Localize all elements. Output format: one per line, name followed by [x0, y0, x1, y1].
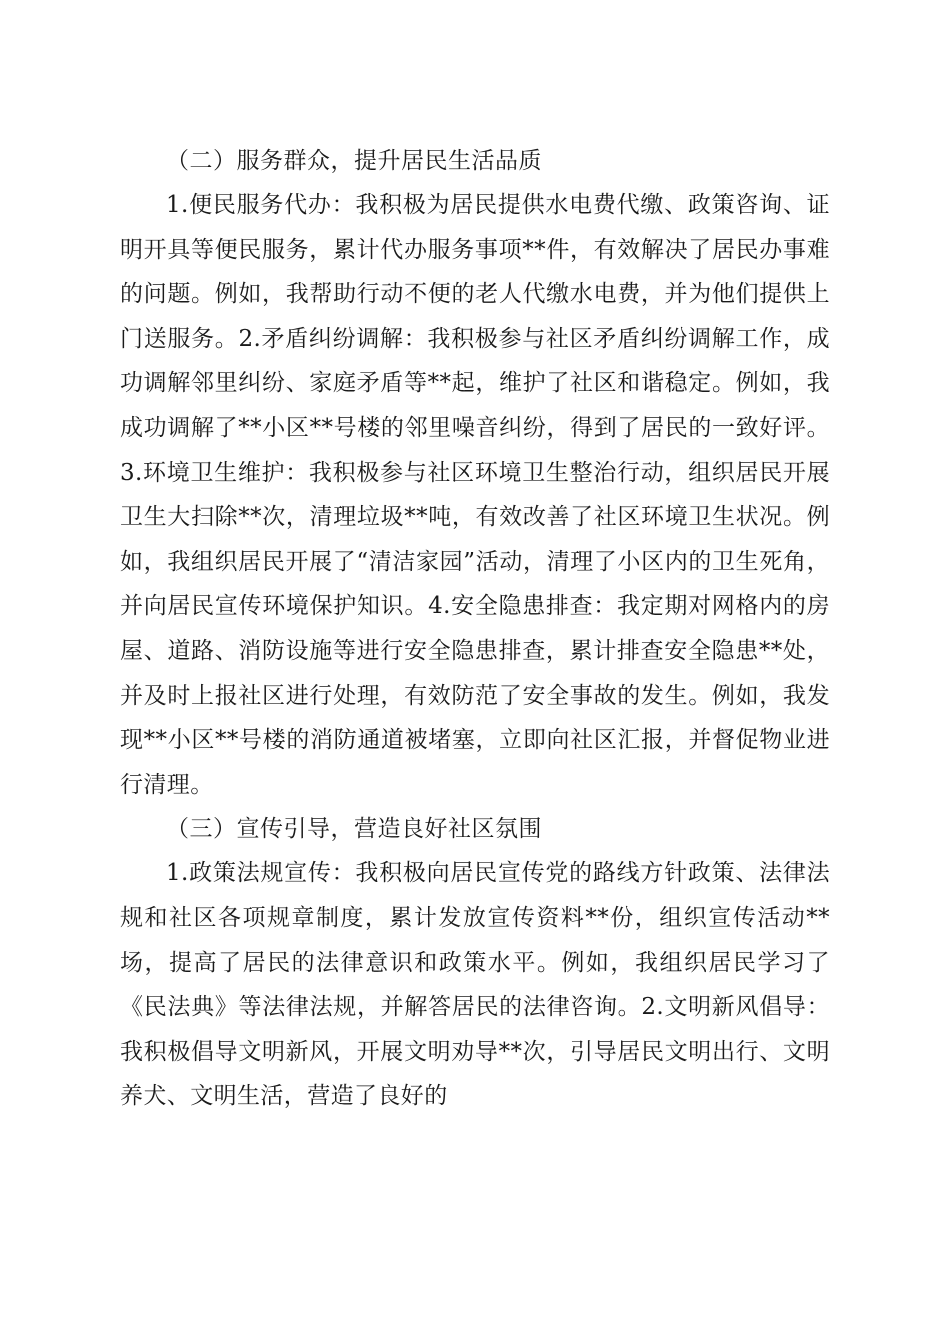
section-heading-3: （三）宣传引导，营造良好社区氛围	[166, 816, 542, 843]
document-page	[120, 139, 830, 1119]
section-heading-2: （二）服务群众，提升居民生活品质	[166, 148, 542, 174]
section-paragraph-2: 1.便民服务代办：我积极为居民提供水电费代缴、政策咨询、证明开具等便民服务，累计代办服务事项**件，有效解决了居民办事难的问题。例如，我帮助行动不便的老人代缴水电费，并为他们提供上门送服务。2.矛盾纠纷调解：我积极参与社区矛盾纠纷调解工作，成功调解邻里纠纷、家庭矛盾等**起，维护了社区和谐稳定。例如，我成功调解了**小区**号楼的邻里噪音纠纷，得到了居民的一致好评。3.环境卫生维护：我积极参与社区环境卫生整治行动，组织居民开展卫生大扫除**次，清理垃圾**吨，有效改善了社区环境卫生状况。例如，我组织居民开展了“清洁家园”活动，清理了小区内的卫生死角，并向居民宣传环境保护知识。4.安全隐患排查：我定期对网格内的房屋、道路、消防设施等进行安全隐患排查，累计排查安全隐患**处，并及时上报社区进行处理，有效防范了安全事故的发生。例如，我发现**小区**号楼的消防通道被堵塞，立即向社区汇报，并督促物业进行清理。	[120, 192, 830, 798]
section-paragraph-3: 1.政策法规宣传：我积极向居民宣传党的路线方针政策、法律法规和社区各项规章制度，累计发放宣传资料**份，组织宣传活动**场，提高了居民的法律意识和政策水平。例如，我组织居民学习了《民法典》等法律法规，并解答居民的法律咨询。2.文明新风倡导：我积极倡导文明新风，开展文明劝导**次，引导居民文明出行、文明养犬、文明生活，营造了良好的	[120, 860, 830, 1110]
